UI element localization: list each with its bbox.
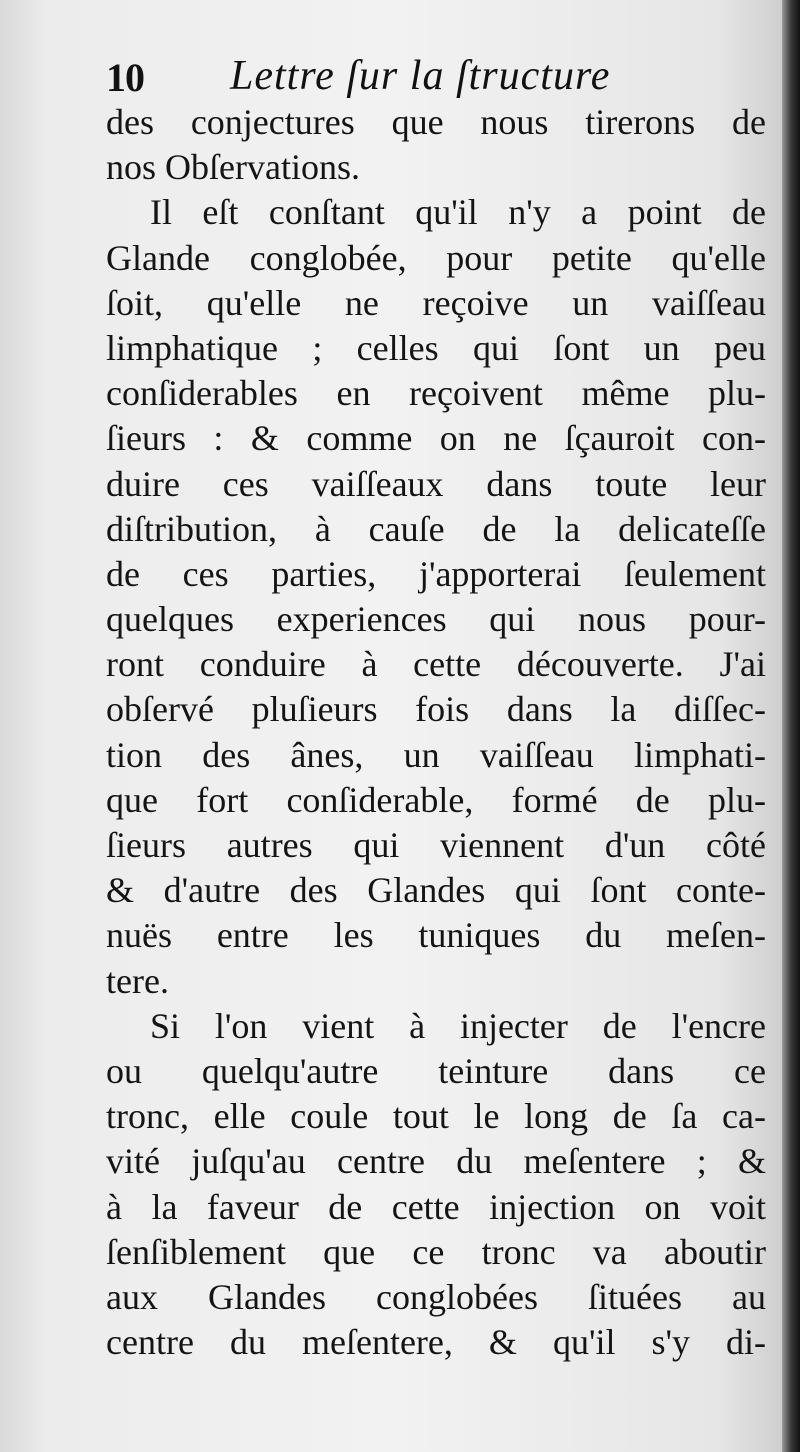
page-header [106,52,736,102]
text-line: obſervé pluſieurs fois dans la diſſec- [106,689,766,730]
paragraph-first-line: Il eſt conſtant qu'il n'y a point de [150,192,766,233]
paragraph-first-line: Si l'on vient à injecter de l'encre [150,1005,766,1046]
text-line: limphatique ; celles qui ſont un peu [106,327,766,368]
text-line: & d'autre des Glandes qui ſont conte- [106,870,766,911]
page-edge-shadow [782,0,800,1452]
text-line: des conjectures que nous tirerons de [106,102,766,142]
text-line: nuës entre les tuniques du meſen- [106,915,766,956]
text-line: tion des ânes, un vaiſſeau limphati- [106,734,766,775]
running-head: Lettre ſur la ſtructure [230,53,611,99]
text-line: diſtribution, à cauſe de la delicateſſe [106,508,766,549]
body-text [106,100,766,1365]
text-line: Glande conglobée, pour petite qu'elle [106,237,766,278]
text-line: conſiderables en reçoivent même plu- [106,373,766,414]
text-line: ſoit, qu'elle ne reçoive un vaiſſeau [106,282,766,323]
text-line: centre du meſentere, & qu'il s'y di- [106,1322,766,1363]
text-line: vité juſqu'au centre du meſentere ; & [106,1141,766,1182]
text-line: que fort conſiderable, formé de plu- [106,779,766,820]
text-line: à la faveur de cette injection on voit [106,1186,766,1227]
text-line: aux Glandes conglobées ſituées au [106,1276,766,1317]
text-line: ſenſiblement que ce tronc va aboutir [106,1231,766,1272]
page-number: 10 [106,55,144,100]
text-line: ront conduire à cette découverte. J'ai [106,644,766,685]
text-line: de ces parties, j'apporterai ſeulement [106,553,766,594]
text-line: ou quelqu'autre teinture dans ce [106,1050,766,1091]
text-line: nos Obſervations. [106,147,360,188]
text-line: quelques experiences qui nous pour- [106,599,766,640]
text-line: duire ces vaiſſeaux dans toute leur [106,463,766,504]
text-line: ſieurs : & comme on ne ſçauroit con- [106,418,766,459]
text-line: tronc, elle coule tout le long de ſa ca- [106,1096,766,1137]
text-line: ſieurs autres qui viennent d'un côté [106,825,766,865]
text-line: tere. [106,960,169,1001]
